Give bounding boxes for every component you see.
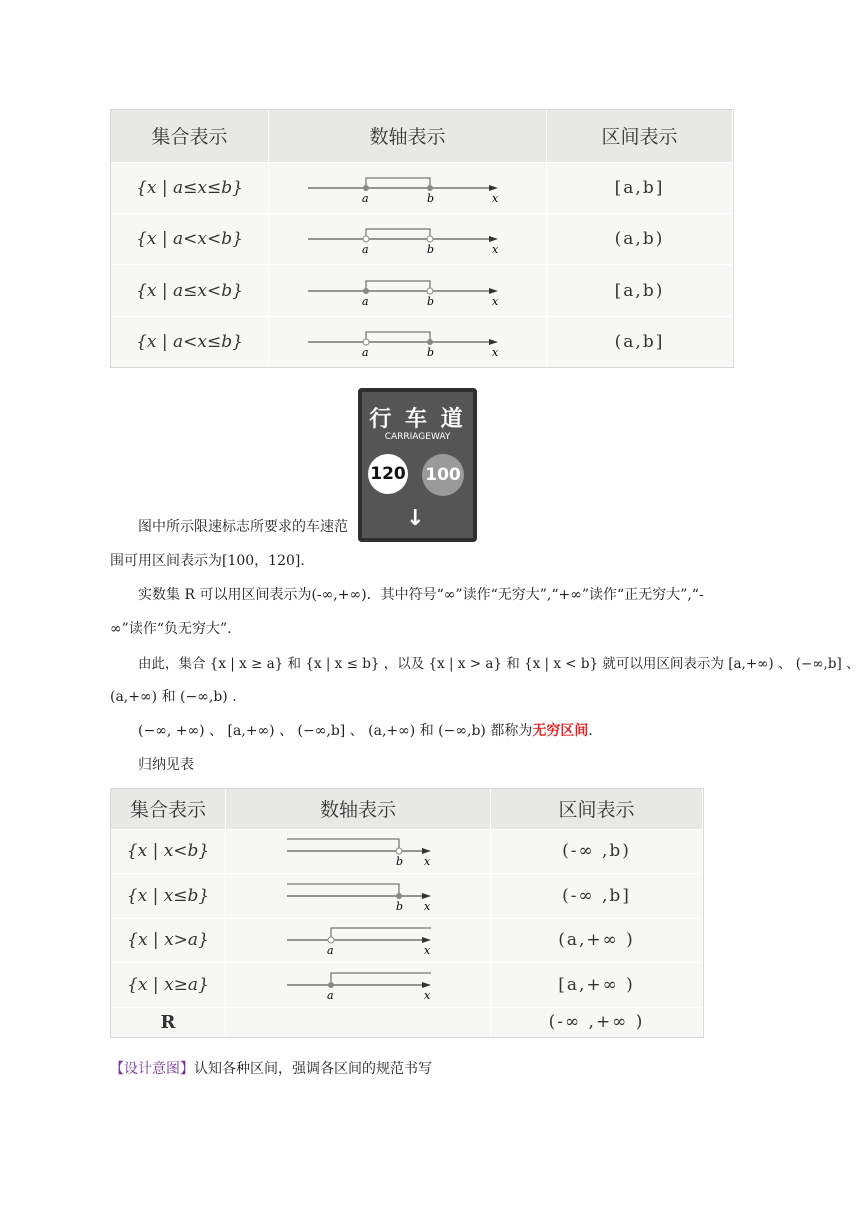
paragraph-infinite-intervals (138, 720, 593, 740)
label-a: a (361, 345, 369, 358)
table-row (111, 963, 703, 1008)
number-line-figure (263, 880, 453, 912)
number-line (269, 162, 547, 213)
open-point (328, 937, 334, 943)
design-intent (110, 1058, 432, 1078)
number-line (226, 874, 491, 919)
number-line-figure (298, 223, 518, 255)
set-notation: {x | x<b} (111, 829, 226, 874)
set-notation: {x | a<x≤b} (111, 316, 269, 367)
label-a: a (361, 243, 369, 256)
number-line-figure (298, 172, 518, 204)
design-intent-text: 认知各种区间，强调各区间的规范书写 (194, 1061, 432, 1077)
open-point (363, 339, 369, 345)
max-speed-circle: 120 (368, 454, 408, 494)
table-row (111, 829, 703, 874)
paragraph-sets-line1: 由此，集合 {x | x ≥ a} 和 {x | x ≤ b} ，以及 {x | x > a} 和 {x | x < b} 就可以用区间表示为 [a,+∞) 、 (−∞,b] 、 (138, 656, 860, 672)
sign-title: 行 车 道 (369, 407, 466, 432)
closed-point (328, 982, 334, 988)
table-row (111, 213, 733, 264)
label-x: x (491, 191, 498, 204)
header-set: 集合表示 (111, 789, 226, 829)
label-b: b (396, 855, 404, 868)
interval-notation: [a,b) (547, 265, 733, 316)
set-notation: {x | x≤b} (111, 874, 226, 919)
number-line (226, 918, 491, 963)
header-set: 集合表示 (111, 110, 269, 162)
paragraph-summary: 归纳见表 (138, 757, 194, 773)
label-b: b (426, 345, 434, 358)
period: . (588, 723, 593, 739)
table-row (111, 1007, 703, 1037)
header-axis: 数轴表示 (269, 110, 547, 162)
number-line-figure (298, 275, 518, 307)
closed-point (427, 339, 433, 345)
label-x: x (491, 243, 498, 256)
paragraph-reals-line2: ∞”读作“负无穷大”. (110, 621, 232, 637)
open-point (427, 288, 433, 294)
interval-notation: [a,+∞ ) (491, 963, 703, 1008)
infinite-interval-table (110, 788, 704, 1038)
set-notation: {x | x>a} (111, 918, 226, 963)
set-notation: {x | x≥a} (111, 963, 226, 1008)
number-line (269, 316, 547, 367)
interval-notation: [a,b] (547, 162, 733, 213)
set-notation: {x | a≤x≤b} (111, 162, 269, 213)
speed-limit-sign (358, 388, 477, 542)
number-line-figure (263, 835, 453, 867)
infinite-intervals-list: (−∞, +∞) 、 [a,+∞) 、 (−∞,b] 、 (a,+∞) 和 (−∞,b) 都称为 (138, 723, 533, 739)
label-b: b (426, 243, 434, 256)
label-a: a (327, 944, 334, 957)
min-speed-circle: 100 (422, 454, 464, 496)
closed-point (427, 185, 433, 191)
label-x: x (424, 944, 431, 957)
open-point (363, 236, 369, 242)
header-axis: 数轴表示 (226, 789, 491, 829)
label-b: b (396, 899, 404, 912)
down-arrow-icon: ↓ (406, 506, 425, 531)
table-row (111, 874, 703, 919)
paragraph-sets-line2: (a,+∞) 和 (−∞,b) . (110, 689, 237, 705)
table-row (111, 162, 733, 213)
number-line (226, 963, 491, 1008)
table-row (111, 918, 703, 963)
term-infinite-interval: 无穷区间 (532, 723, 589, 739)
label-b: b (426, 191, 434, 204)
label-a: a (361, 294, 369, 307)
interval-notation: (-∞ ,+∞ ) (491, 1007, 703, 1037)
paragraph-sign-line1: 图中所示限速标志所要求的车速范 (138, 519, 348, 535)
open-point (427, 236, 433, 242)
label-x: x (424, 855, 431, 868)
header-interval: 区间表示 (547, 110, 733, 162)
number-line-figure (298, 326, 518, 358)
closed-point (396, 893, 402, 899)
bounded-interval-table (110, 109, 734, 368)
set-notation: {x | a≤x<b} (111, 265, 269, 316)
number-line-empty (226, 1007, 491, 1037)
interval-notation: (a,b] (547, 316, 733, 367)
paragraph-sign-line2: 围可用区间表示为[100，120]. (110, 553, 305, 569)
number-line (269, 265, 547, 316)
number-line (269, 213, 547, 264)
number-line (226, 829, 491, 874)
label-x: x (491, 345, 498, 358)
interval-notation: (a,b) (547, 213, 733, 264)
set-notation: {x | a<x<b} (111, 213, 269, 264)
label-a: a (327, 988, 334, 1001)
table-row (111, 316, 733, 367)
label-x: x (424, 899, 431, 912)
label-b: b (426, 294, 434, 307)
interval-notation: (-∞ ,b] (491, 874, 703, 919)
number-line-figure (263, 924, 453, 956)
header-interval: 区间表示 (491, 789, 703, 829)
closed-point (363, 288, 369, 294)
label-x: x (491, 294, 498, 307)
design-intent-label: 【设计意图】 (110, 1061, 194, 1077)
open-point (396, 848, 402, 854)
closed-point (363, 185, 369, 191)
table-row (111, 265, 733, 316)
number-line-figure (263, 969, 453, 1001)
interval-notation: (a,+∞ ) (491, 918, 703, 963)
set-notation: R (111, 1007, 226, 1037)
interval-notation: (-∞ ,b) (491, 829, 703, 874)
label-x: x (424, 988, 431, 1001)
paragraph-reals-line1: 实数集 R 可以用区间表示为(-∞,+∞)．其中符号“∞”读作“无穷大”,“+∞”读作“正无穷大”,“- (138, 587, 704, 603)
sign-subtitle: CARRIAGEWAY (384, 432, 451, 442)
label-a: a (361, 191, 369, 204)
